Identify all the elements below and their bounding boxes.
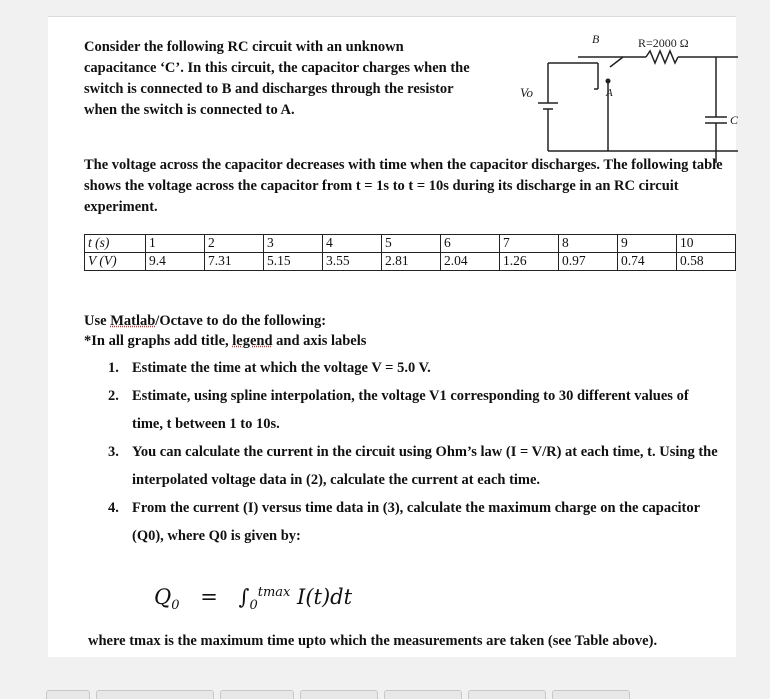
table-cell: 5.15 bbox=[264, 253, 323, 271]
table-cell: 3 bbox=[264, 235, 323, 253]
table-cell: 5 bbox=[382, 235, 441, 253]
tasks-intro bbox=[84, 311, 724, 351]
document-page bbox=[48, 16, 736, 657]
resistor-label: R=2000 Ω bbox=[638, 36, 689, 50]
table-cell: 2 bbox=[205, 235, 264, 253]
table-header-time: t (s) bbox=[85, 235, 146, 253]
table-cell: 8 bbox=[559, 235, 618, 253]
table-cell: 3.55 bbox=[323, 253, 382, 271]
tab[interactable] bbox=[384, 690, 462, 699]
tab[interactable] bbox=[552, 690, 630, 699]
spellcheck-word: legend bbox=[232, 333, 273, 349]
tasks-intro-line2: *In all graphs add title, legend and axis labels bbox=[84, 333, 367, 349]
tab[interactable] bbox=[46, 690, 90, 699]
vo-label: Vo bbox=[520, 85, 533, 100]
tab[interactable] bbox=[300, 690, 378, 699]
voltage-table bbox=[84, 234, 736, 271]
table-row-time bbox=[85, 235, 736, 253]
table-cell: 10 bbox=[677, 235, 736, 253]
intro-paragraph: Consider the following RC circuit with an unknown capacitance ‘C’. In this circuit, the capacitor charges when the switch is connected to B and discharges through the resistor when the switch is connected to A. bbox=[84, 39, 470, 118]
table-header-voltage: V (V) bbox=[85, 253, 146, 271]
table-cell: 2.81 bbox=[382, 253, 441, 271]
tab[interactable] bbox=[220, 690, 294, 699]
table-cell: 1 bbox=[146, 235, 205, 253]
table-cell: 7.31 bbox=[205, 253, 264, 271]
rc-circuit-diagram bbox=[458, 23, 738, 163]
list-item: 1. Estimate the time at which the voltage V = 5.0 V. bbox=[108, 360, 431, 376]
list-item: 4. From the current (I) versus time data in (3), calculate the maximum charge on the capacitor (Q0), where Q0 is given by: bbox=[108, 500, 700, 544]
table-cell: 0.58 bbox=[677, 253, 736, 271]
list-item: 2. Estimate, using spline interpolation, the voltage V1 corresponding to 30 different values of time, t between 1 to 10s. bbox=[108, 388, 689, 432]
table-cell: 1.26 bbox=[500, 253, 559, 271]
list-item: 3. You can calculate the current in the circuit using Ohm’s law (I = V/R) at each time, t. Using the interpolated voltage data in (2), calculate the current at each time. bbox=[108, 444, 718, 488]
table-cell: 9.4 bbox=[146, 253, 205, 271]
capacitor-label: C bbox=[730, 113, 738, 127]
tab[interactable] bbox=[468, 690, 546, 699]
table-cell: 2.04 bbox=[441, 253, 500, 271]
table-cell: 4 bbox=[323, 235, 382, 253]
label-a: A bbox=[606, 87, 613, 99]
table-cell: 6 bbox=[441, 235, 500, 253]
table-cell: 0.97 bbox=[559, 253, 618, 271]
table-cell: 9 bbox=[618, 235, 677, 253]
tasks-intro-line1: Use Matlab/Octave to do the following: bbox=[84, 313, 327, 329]
discharge-paragraph: The voltage across the capacitor decreases with time when the capacitor discharges. The following table shows the voltage across the capacitor from t = 1s to t = 10s during its discharge in an RC circuit experiment. bbox=[84, 157, 723, 215]
table-row-voltage bbox=[85, 253, 736, 271]
table-cell: 0.74 bbox=[618, 253, 677, 271]
where-note: where tmax is the maximum time upto which the measurements are taken (see Table above). bbox=[88, 633, 658, 649]
spellcheck-word: Matlab bbox=[110, 313, 156, 329]
table-cell: 7 bbox=[500, 235, 559, 253]
task-list bbox=[108, 354, 718, 550]
label-b: B bbox=[592, 32, 600, 46]
charge-formula: $Q_0 = \int_0^{tmax}$ I(t)dt bbox=[154, 585, 353, 614]
tab[interactable] bbox=[96, 690, 214, 699]
